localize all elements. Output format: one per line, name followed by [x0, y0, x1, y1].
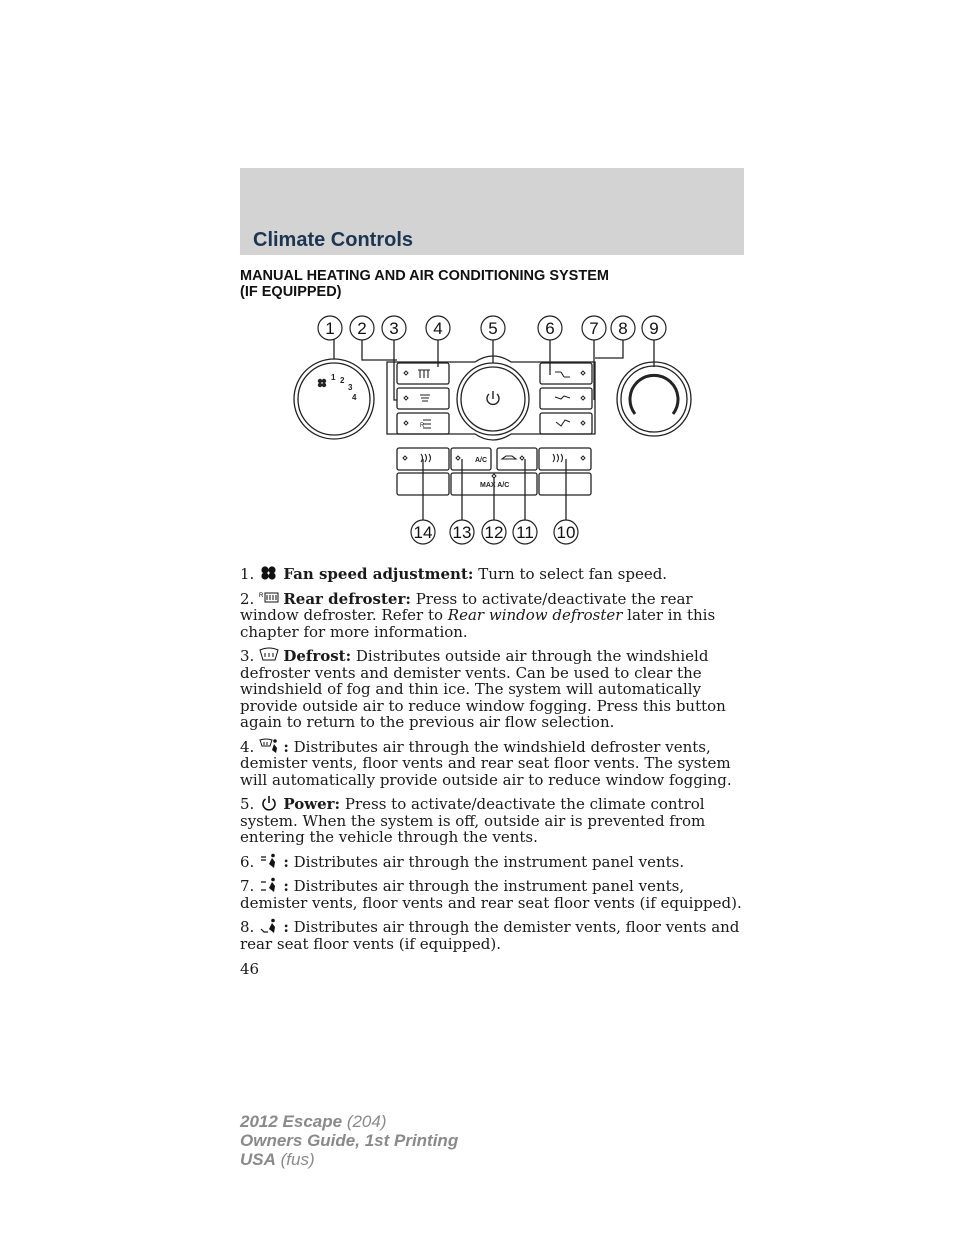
list-item: 7. : Distributes air through the instrument panel vents, demister vents, floor vents and rear seat floor vents (if equipped). — [240, 877, 742, 912]
fan-icon — [318, 379, 326, 387]
svg-text:R: R — [259, 592, 264, 599]
list-item: 6. : Distributes air through the instrument panel vents. — [240, 852, 685, 871]
item-list — [240, 565, 745, 959]
list-item: 4. : Distributes air through the windshield defroster vents, demister vents, floor vents and rear seat floor vents. The system will automatically provide outside air to reduce window fogging. — [240, 737, 732, 789]
list-item: 1. Fan speed adjustment: Turn to select fan speed. — [240, 565, 668, 583]
list-item: 3. Defrost: Distributes outside air through the windshield defroster vents and demister vents. Can be used to clear the windshield of fog and thin ice. The system will automatically provide outside air to reduce window fogging. Press this button again to return to the previous air flow selection. — [240, 647, 726, 731]
callout-7: 7 — [589, 319, 599, 338]
panel-floor-icon — [258, 877, 280, 893]
defrost-floor-icon — [258, 738, 280, 754]
callout-11: 11 — [516, 523, 534, 542]
page-title: Climate Controls — [253, 229, 414, 251]
power-icon — [258, 795, 280, 811]
section-heading-line2: (IF EQUIPPED) — [240, 284, 342, 300]
rear-button-label: R — [420, 423, 425, 429]
dial-number-2: 2 — [340, 376, 345, 385]
list-item: 8. : Distributes air through the demister vents, floor vents and rear seat floor vents (if equipped). — [240, 918, 740, 953]
section-heading-line1: MANUAL HEATING AND AIR CONDITIONING SYSTEM — [240, 268, 609, 284]
callout-3: 3 — [389, 319, 399, 338]
page-number: 46 — [240, 960, 260, 978]
callout-1: 1 — [325, 319, 335, 338]
power-icon — [487, 391, 499, 404]
floor-demist-icon — [258, 918, 280, 934]
max-ac-button-label: MAX A/C — [480, 482, 510, 489]
section-heading — [240, 268, 744, 300]
callout-2: 2 — [357, 319, 367, 338]
callout-6: 6 — [545, 319, 555, 338]
callout-13: 13 — [452, 523, 472, 542]
fan-icon — [258, 565, 280, 581]
callout-12: 12 — [484, 523, 504, 542]
panel-vent-icon — [258, 853, 280, 869]
document-footer: 2012 Escape (204) Owners Guide, 1st Printing USA (fus) — [240, 1112, 459, 1169]
callout-4: 4 — [433, 319, 443, 338]
defrost-icon — [258, 647, 280, 663]
callout-8: 8 — [618, 319, 628, 338]
ac-button-label: A/C — [475, 457, 488, 464]
dial-number-1: 1 — [331, 373, 336, 382]
rear-defrost-icon — [258, 590, 280, 606]
list-item: 2. R Rear defroster: Press to activate/deactivate the rear window defroster. Refer to Rear window defroster later in this chapter for more information. — [240, 589, 716, 641]
dial-number-4: 4 — [352, 393, 357, 402]
callout-14: 14 — [413, 523, 433, 542]
list-item: 5. Power: Press to activate/deactivate the climate control system. When the system is off, outside air is prevented from entering the vehicle through the vents. — [240, 795, 706, 846]
climate-control-diagram — [285, 310, 700, 550]
callout-10: 10 — [556, 523, 576, 542]
header-band — [240, 168, 744, 255]
dial-number-3: 3 — [348, 383, 353, 392]
callout-9: 9 — [649, 319, 659, 338]
callout-5: 5 — [488, 319, 498, 338]
